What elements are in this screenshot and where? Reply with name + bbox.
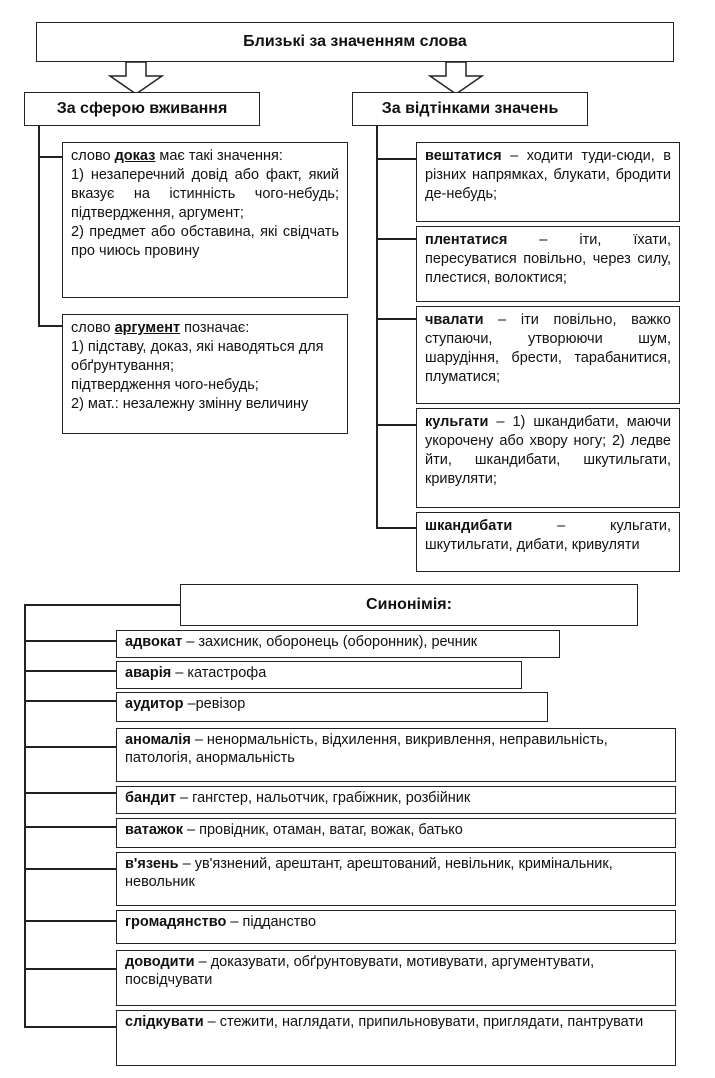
syn-branch-7 <box>24 920 116 922</box>
right-item-term: вештатися <box>425 148 502 164</box>
right-branch-3 <box>376 318 416 320</box>
right-item-shkandybaty <box>416 512 680 572</box>
synonym-row <box>116 661 522 689</box>
argument-definition-box <box>62 314 348 434</box>
synonym-term: аварія <box>125 665 172 681</box>
synonym-term: ватажок <box>125 822 183 838</box>
synonym-def: – катастрофа <box>171 665 267 681</box>
right-branch-5 <box>376 527 416 529</box>
synonym-term: слідкувати <box>125 1014 204 1030</box>
right-item-term: плентатися <box>425 232 508 248</box>
argument-meaning-2: 2) мат.: незалежну змінну величину <box>71 396 309 412</box>
syn-branch-5 <box>24 826 116 828</box>
left-header-box <box>24 92 260 126</box>
argument-intro: позначає: <box>184 320 250 336</box>
arrow-left-icon <box>106 62 166 96</box>
synonym-row <box>116 950 676 1006</box>
right-item-term: кульгати <box>425 414 489 430</box>
right-item-plentatysia <box>416 226 680 302</box>
synonym-term: в'язень <box>125 856 179 872</box>
right-item-term: чвалати <box>425 312 484 328</box>
synonym-row <box>116 852 676 906</box>
syn-branch-2 <box>24 700 116 702</box>
synonym-term: аудитор <box>125 696 184 712</box>
synonymy-title-box <box>180 584 638 626</box>
doказ-meaning-1: 1) незаперечний довід або факт, який вказує на істинність чого-небудь; підтвердження, аргумент; <box>71 167 339 221</box>
left-branch-1 <box>38 156 62 158</box>
synonym-term: доводити <box>125 954 195 970</box>
right-item-def: 1) шкандибати, маючи укорочену або хвору ногу; 2) ледве йти, шкандибати, шкутильгати, кривуляти; <box>425 414 672 487</box>
doказ-meaning-2: 2) предмет або обставина, які свідчать про чиюсь провину <box>71 224 339 259</box>
right-item-def: кульгати, шкутильгати, дибати, кривуляти <box>425 518 671 553</box>
argument-prefix: слово <box>71 320 111 336</box>
right-item-def: іти повільно, важко ступаючи, утворюючи шум, шарудіння, брести, тарабанитися, плуматися; <box>425 312 671 385</box>
right-item-def: іти, їхати, пересуватися повільно, через силу, плестися, волоктися; <box>425 232 671 286</box>
synonym-def: – гангстер, нальотчик, грабіжник, розбійник <box>176 790 471 806</box>
right-trunk-line <box>376 126 378 528</box>
synonymy-top-branch <box>24 604 180 606</box>
right-item-veshtatysia <box>416 142 680 222</box>
right-item-dash: – <box>483 312 521 328</box>
right-item-def: ходити туди-сюди, в різних напрямках, блукати, бродити де-небудь; <box>425 148 671 202</box>
synonym-term: громадянство <box>125 914 227 930</box>
right-item-dash: – <box>507 232 580 248</box>
doказ-definition-box <box>62 142 348 298</box>
syn-branch-8 <box>24 968 116 970</box>
synonym-row <box>116 630 560 658</box>
right-branch-1 <box>376 158 416 160</box>
synonym-term: адвокат <box>125 634 183 650</box>
top-title: Близькі за значенням слова <box>243 33 467 50</box>
synonym-row <box>116 1010 676 1066</box>
left-header: За сферою вживання <box>56 100 228 117</box>
synonym-def: – доказувати, обґрунтовувати, мотивувати, аргументувати, посвідчувати <box>125 954 595 988</box>
synonymy-title: Синонімія: <box>366 596 452 613</box>
argument-meaning-1b: підтвердження чого-небудь; <box>71 377 259 393</box>
right-item-chvalaty <box>416 306 680 404</box>
synonym-row <box>116 728 676 782</box>
argument-meaning-1: 1) підставу, доказ, які наводяться для обґрунтування; <box>71 339 324 374</box>
syn-branch-9 <box>24 1026 116 1028</box>
synonym-def: – стежити, наглядати, припильновувати, приглядати, пантрувати <box>203 1014 644 1030</box>
doказ-prefix: слово <box>71 148 111 164</box>
synonym-row <box>116 910 676 944</box>
right-header-box <box>352 92 588 126</box>
right-item-dash: – <box>512 518 611 534</box>
synonymy-trunk-line <box>24 604 26 1028</box>
synonym-row <box>116 818 676 848</box>
synonym-term: аномалія <box>125 732 191 748</box>
synonym-row <box>116 692 548 722</box>
top-title-box <box>36 22 674 62</box>
argument-word: аргумент <box>114 320 181 336</box>
synonym-def: – ув'язнений, арештант, арештований, невільник, кримінальник, невольник <box>125 856 613 890</box>
synonym-row <box>116 786 676 814</box>
arrow-right-icon <box>426 62 486 96</box>
doказ-intro: має такі значення: <box>159 148 283 164</box>
syn-branch-3 <box>24 746 116 748</box>
synonym-def: – захисник, оборонець (оборонник), речник <box>182 634 478 650</box>
syn-branch-1 <box>24 670 116 672</box>
right-item-term: шкандибати <box>425 518 513 534</box>
synonym-def: – провідник, отаман, ватаг, вожак, батько <box>183 822 463 838</box>
right-item-kulhaty <box>416 408 680 508</box>
right-branch-4 <box>376 424 416 426</box>
synonym-def: – підданство <box>226 914 317 930</box>
syn-branch-0 <box>24 640 116 642</box>
synonym-term: бандит <box>125 790 176 806</box>
syn-branch-6 <box>24 868 116 870</box>
synonym-def: – ненормальність, відхилення, викривлення, неправильність, патологія, анормальність <box>125 732 608 766</box>
right-item-dash: – <box>501 148 527 164</box>
right-item-dash: – <box>488 414 513 430</box>
right-header: За відтінками значень <box>381 100 559 117</box>
right-branch-2 <box>376 238 416 240</box>
doказ-word: доказ <box>114 148 156 164</box>
synonym-def: –ревізор <box>183 696 246 712</box>
left-branch-2 <box>38 325 62 327</box>
syn-branch-4 <box>24 792 116 794</box>
